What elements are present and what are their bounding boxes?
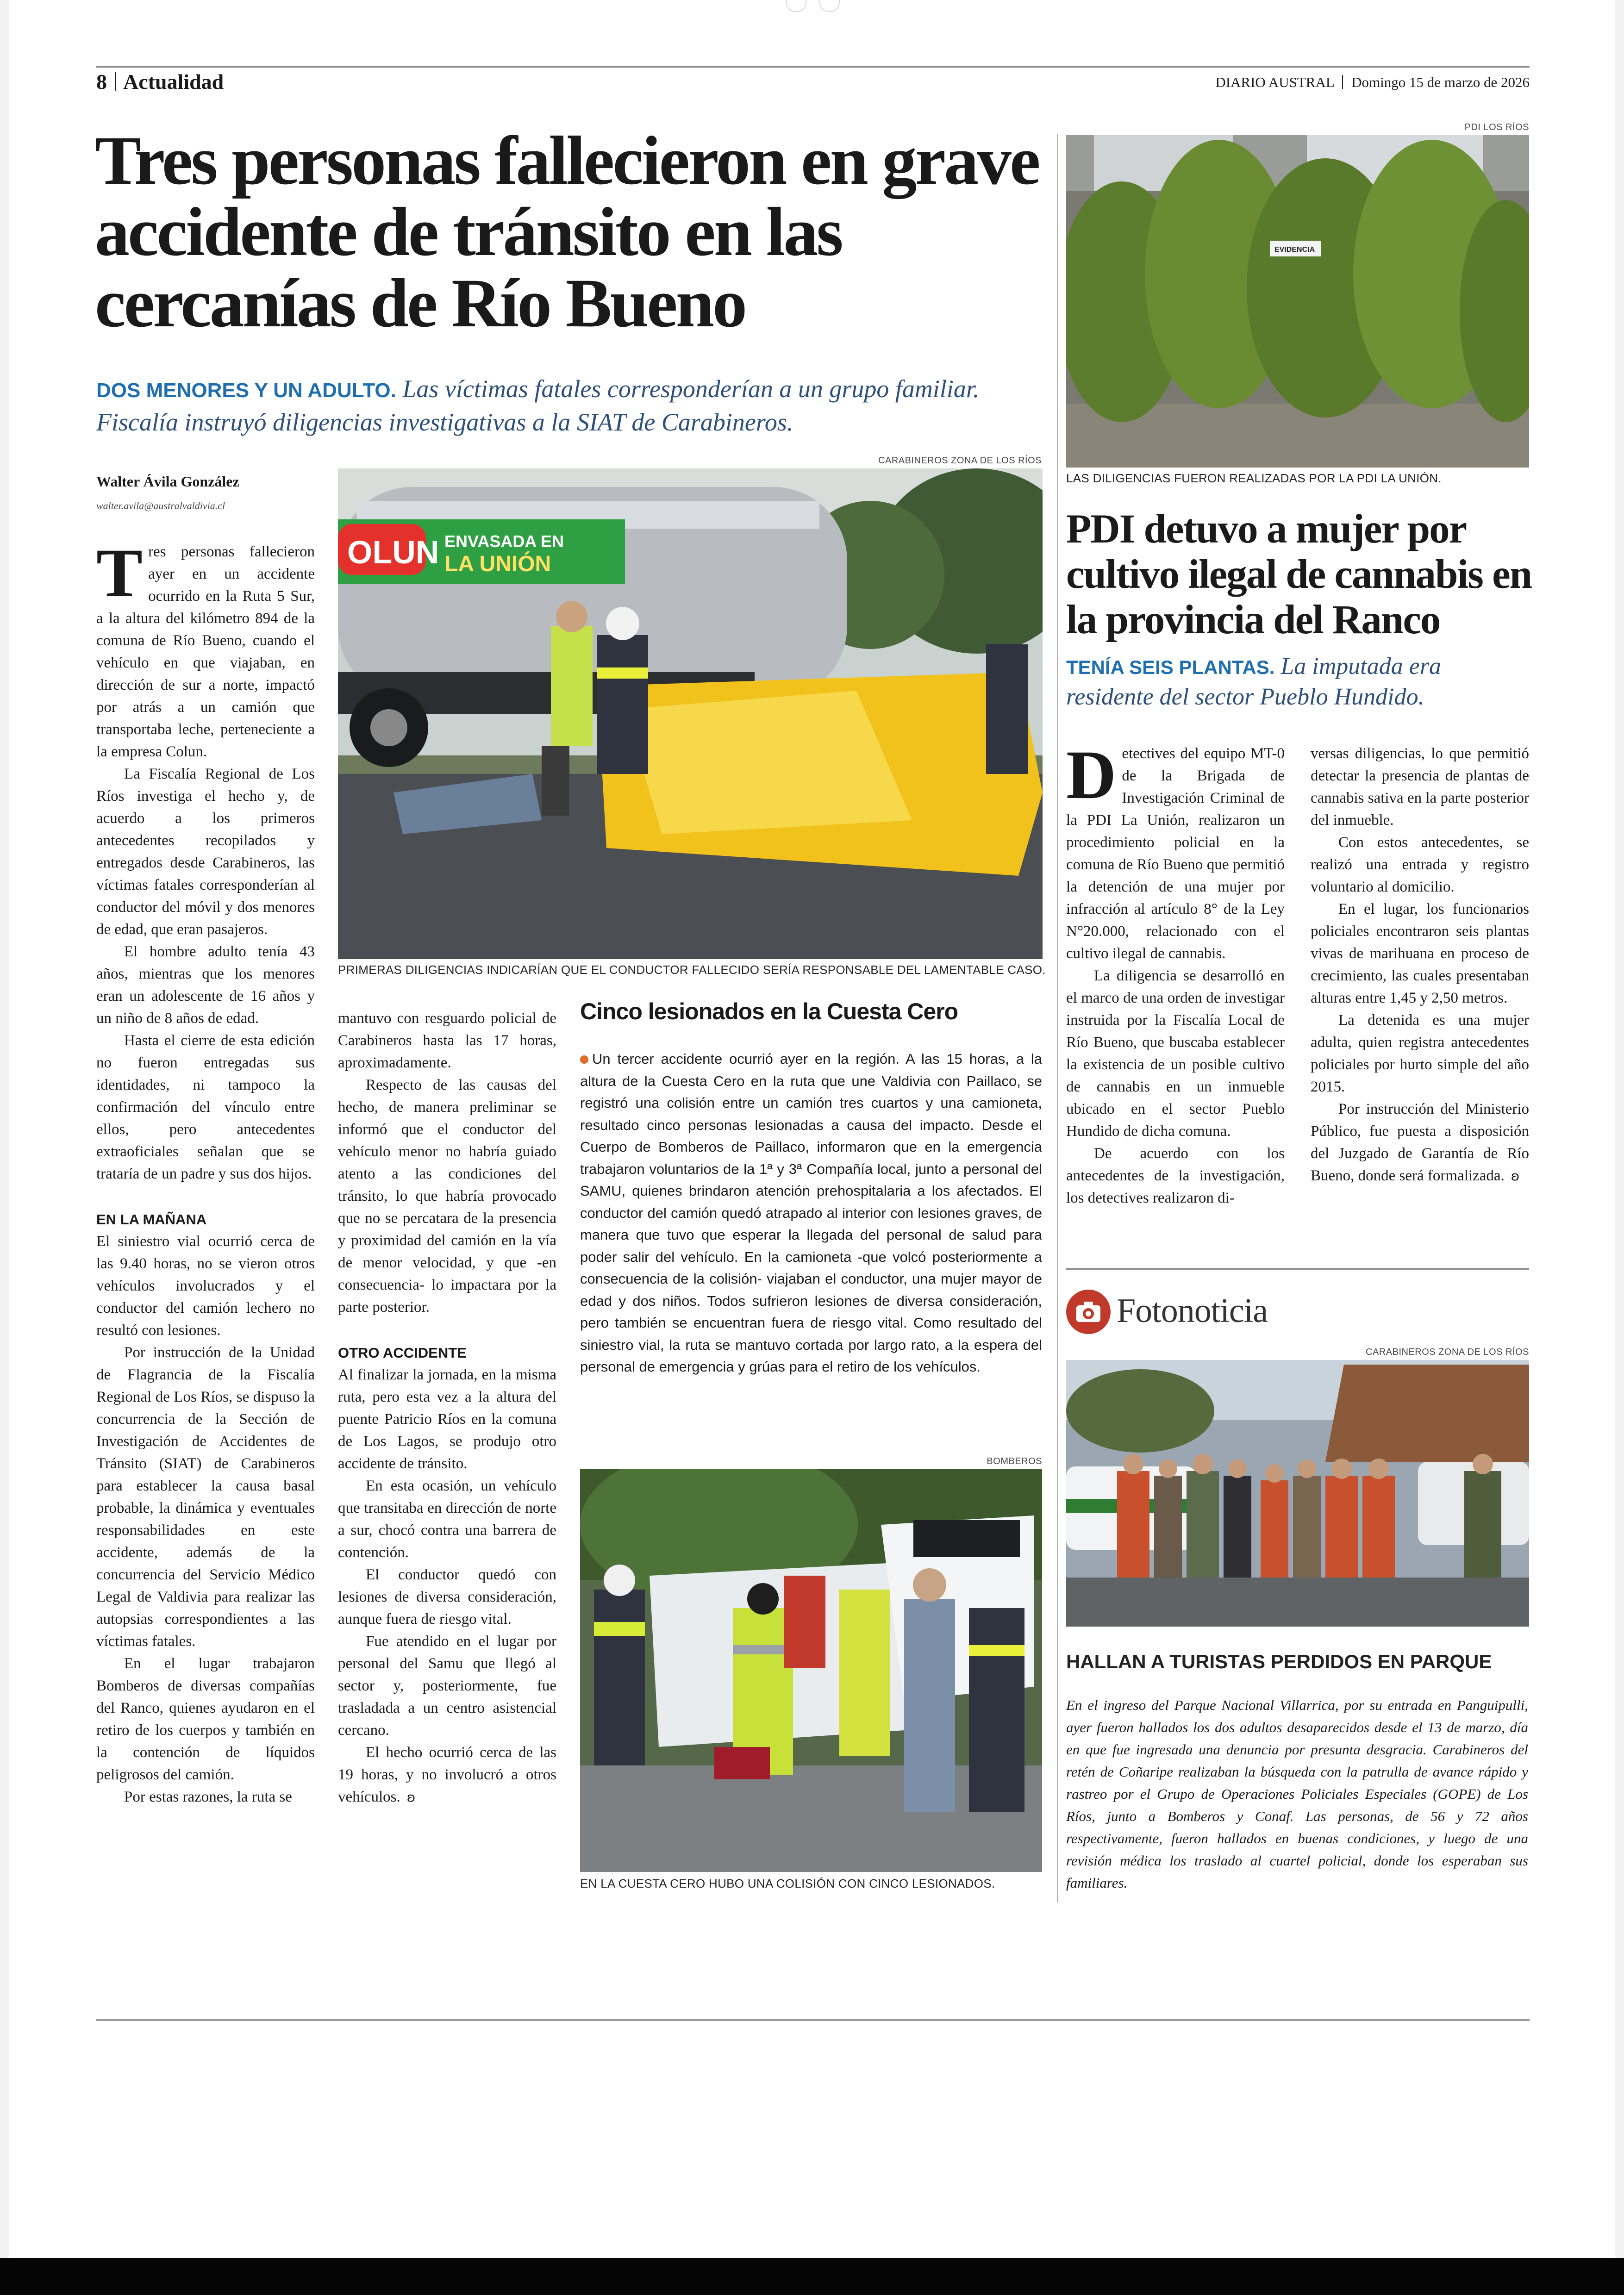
side-photo-caption: EN LA CUESTA CERO HUBO UNA COLISIÓN CON CINCO LESIONADOS. [580,1877,995,1890]
pdi-p8-text: Por instrucción del Ministerio Público, fue puesta a disposición del Juzgado de Garantía de Río Bueno, donde será formalizada. [1311,1101,1529,1184]
pdi-article-p1 [1066,736,1285,965]
main-headline: Tres personas fallecieron en grave accidente de tránsito en las cercanías de Río Bueno [95,122,1039,342]
main-photo-caption: PRIMERAS DILIGENCIAS INDICARÍAN QUE EL CONDUCTOR FALLECIDO SERÍA RESPONSABLE DEL LAMENTABLE CASO. [338,963,1046,977]
pdi-deck-text: La imputada era residente del sector Pueblo Hundido. [1066,653,1442,710]
pdi-article-col1 [1066,736,1285,1209]
truck-brand-text: OLUN [347,534,439,570]
page-header [96,69,1530,97]
fotonoticia-label: Fotonoticia [1117,1292,1268,1330]
main-article-p14: Fue atendido en el lugar por personal del Samu que llegó al sector y, posteriormente, fue trasladada a un centro asistencial cercano. [338,1633,556,1739]
pdi-article-p2: La diligencia se desarrolló en el marco de una orden de investigar instruida por la Fiscalía Local de Río Bueno, que buscaba establecer la existencia de un posible cultivo de cannabis en un inmueble ubicado en el sector Pueblo Hundido de dicha comuna. [1066,967,1285,1140]
header-top-rule [96,66,1530,68]
fotonoticia-top-rule [1066,1268,1529,1270]
main-article-p10: Respecto de las causas del hecho, de manera preliminar se informó que el conductor del vehículo menor no habría guiado atento a las condiciones del tránsito, lo que habría provocado que no se percatara de la presencia y proximidad del camión en la vía de menor velocidad, y que -en consecuencia- lo impactara por la parte posterior. [338,1077,556,1316]
side-photo-cuesta-cero [580,1469,1042,1872]
main-dropcap: T [96,535,143,611]
subhead-en-la-manana: EN LA MAÑANA [96,1211,207,1228]
pdi-photo-plants [1066,135,1529,468]
main-article-p15 [338,1741,556,1809]
author-email[interactable]: walter.avila@australvaldivia.cl [96,500,225,511]
subhead-otro-accidente: OTRO ACCIDENTE [338,1345,467,1361]
truck-sign-line2: LA UNIÓN [444,552,551,576]
fotonoticia-photo [1066,1360,1529,1627]
pdi-dropcap: D [1066,736,1117,813]
main-end-mark: ʚ [406,1790,416,1805]
main-article-p3: El hombre adulto tenía 43 años, mientras que los menores eran un adolescente de 16 años y un niño de 8 años de edad. [96,943,315,1027]
main-deck-text: Las víctimas fatales corresponderían a un grupo familiar. Fiscalía instruyó diligencias investigativas a la SIAT de Carabineros. [96,375,980,436]
main-article-p11: Al finalizar la jornada, en la misma ruta, pero esta vez a la altura del puente Patricio Ríos en la comuna de Los Lagos, se produjo otro accidente de tránsito. [338,1366,556,1472]
pdi-kicker: TENÍA SEIS PLANTAS. [1066,656,1275,678]
section-name: Actualidad [123,70,224,94]
page-number: 8 [96,70,107,94]
camera-icon [1066,1290,1111,1334]
issue-date: Domingo 15 de marzo de 2026 [1351,74,1530,90]
author-name: Walter Ávila González [96,473,239,490]
truck-sign-line1: ENVASADA EN [444,532,564,551]
fotonoticia-photo-credit: CARABINEROS ZONA DE LOS RÍOS [1366,1347,1529,1357]
pdi-article-p7: La detenida es una mujer adulta, quien registra antecedentes policiales por hurto simple del año 2015. [1311,1012,1529,1095]
pdi-article-p6: En el lugar, los funcionarios policiales encontraron seis plantas vivas de marihuana en proceso de crecimiento, las cuales presentaban alturas entre 1,45 y 2,50 metros. [1311,901,1529,1006]
pdi-article-p3: De acuerdo con los antecedentes de la investigación, los detectives realizaron di- [1066,1145,1285,1206]
newspaper-name [1215,74,1530,91]
pdi-article-col2 [1311,742,1529,1187]
main-article-p2: La Fiscalía Regional de Los Ríos investiga el hecho y, de acuerdo a los primeros antecedentes recopilados y entregados desde Carabineros, las víctimas fatales corresponderían al conductor del móvil y dos menores de edad, que eran pasajeros. [96,766,315,938]
pdi-photo-credit: PDI LOS RÍOS [1464,122,1529,132]
side-box-body [580,1048,1042,1378]
pdi-article-p4: versas diligencias, lo que permitió detectar la presencia de plantas de cannabis sativa en la parte posterior del inmueble. [1311,745,1529,829]
newspaper-title: DIARIO AUSTRAL [1215,74,1334,90]
main-article-p5: El siniestro vial ocurrió cerca de las 9.40 horas, no se vieron otros vehículos involucrados y el conductor del camión lechero no resultó con lesiones. [96,1233,315,1339]
page-edge-left [0,0,9,2295]
pdi-article-p8 [1311,1098,1529,1187]
side-box-text: Un tercer accidente ocurrió ayer en la región. A las 15 horas, a la altura de la Cuesta Cero en la ruta que une Valdivia con Paillaco, se registró una colisión entre un camión tres cuartos y una camioneta, resultado cinco personas lesionadas a causa del impacto. Desde el Cuerpo de Bomberos de Paillaco, informaron que en la emergencia trabajaron voluntarios de la 1ª y 3ª Compañía local, junto a personal del SAMU, quienes brindaron atención prehospitalaria a los afectados. El conductor del camión quedó atrapado al interior con lesiones graves, de manera que tuvo que esperar la llegada del personal de salud para poder salir del vehículo. En la camioneta -que volcó posteriormente a consecuencia de la colisión- viajaban el conductor, una mujer mayor de edad y dos niños. Todos sufrieron lesiones de diversa consideración, pero también se encuentran fuera de riesgo vital. Como resultado del siniestro vial, la ruta se mantuvo cortada por largo rato, a la espera del personal de emergencia y grúas para el retiro de los vehículos. [580,1051,1042,1375]
main-photo-credit: CARABINEROS ZONA DE LOS RÍOS [878,455,1042,466]
fotonoticia-text: En el ingreso del Parque Nacional Villarrica, por su entrada en Panguipulli, ayer fueron hallados los dos adultos desaparecidos desde el 13 de marzo, día en que fue ingresada una denuncia por presunta desgracia. Carabineros del retén de Coñaripe realizaban la búsqueda con la patrulla de avance rápido y rastreo por el Grupo de Operaciones Policiales Especiales (GOPE) de Los Ríos, junto a Bomberos y Conaf. Las personas, de 56 y 72 años respectivamente, fueron hallados en buenas condiciones, y luego de una revisión médica los traslado al cuartel policial, donde los esperaban sus familiares. [1066,1697,1528,1891]
date-divider [1342,75,1343,89]
main-article-p8: Por estas razones, la ruta se [124,1789,292,1805]
main-article-col2 [338,1007,556,1809]
pdi-p1-text: etectives del equipo MT-0 de la Brigada de Investigación Criminal de la PDI La Unión, realizaron un procedimiento policial en la comuna de Río Bueno que permitió la detención de una mujer por infracción al artículo 8° de la Ley N°20.000, relacionado con el cultivo ilegal de cannabis. [1066,745,1285,962]
evidence-tag-text: EVIDENCIA [1274,246,1315,254]
pdi-headline: PDI detuvo a mujer por cultivo ilegal de cannabis en la provincia del Ranco [1066,506,1532,642]
pdi-deck [1066,652,1529,712]
main-p15-text: El hecho ocurrió cerca de las 19 horas, y no involucró a otros vehículos. [338,1744,556,1805]
page-nav-dot-left[interactable] [786,0,806,12]
pdi-end-mark: ʚ [1511,1168,1520,1184]
main-article-col1 [96,535,315,1808]
main-article-p7: En el lugar trabajaron Bomberos de diversas compañías del Ranco, quienes ayudaron en el retiro de los cuerpos y también en la contención de líquidos peligrosos del camión. [96,1655,315,1783]
main-article-p12: En esta ocasión, un vehículo que transitaba en dirección de norte a sur, chocó contra una barrera de contención. [338,1478,556,1561]
side-photo-credit: BOMBEROS [987,1456,1042,1466]
page-bottom-rule [96,2019,1530,2021]
main-kicker: DOS MENORES Y UN ADULTO. [96,379,396,402]
main-p1-text: res personas fallecieron ayer en un accidente ocurrido en la Ruta 5 Sur, a la altura del kilómetro 894 de la comuna de Río Bueno, cuando el vehículo en que viajaban, en dirección de sur a norte, impactó por atrás a un camión que transportaba leche, perteneciente a la empresa Colun. [96,543,315,760]
side-box-title: Cinco lesionados en la Cuesta Cero [580,998,958,1024]
main-article-p1 [96,535,315,763]
main-article-p13: El conductor quedó con lesiones de diversa consideración, aunque fuera de riesgo vital. [338,1566,556,1628]
viewer-bottom-bar [0,2258,1624,2295]
fotonoticia-title: HALLAN A TURISTAS PERDIDOS EN PARQUE [1066,1651,1492,1672]
page-nav-dot-right[interactable] [819,0,840,12]
main-article-p4: Hasta el cierre de esta edición no fueron entregadas sus identidades, ni tampoco la confirmación del vínculo entre ellos, pero antecedentes extraoficiales señalan que se trataría de un padre y sus dos hijos. [96,1032,315,1182]
pdi-photo-caption: LAS DILIGENCIAS FUERON REALIZADAS POR LA PDI LA UNIÓN. [1066,471,1442,485]
side-box-bullet [580,1055,588,1064]
pdi-article-p5: Con estos antecedentes, se realizó una entrada y registro voluntario al domicilio. [1311,834,1529,895]
page-edge-right [1615,0,1624,2295]
main-photo-accident [338,468,1043,959]
main-article-p6: Por instrucción de la Unidad de Flagrancia de la Fiscalía Regional de Los Ríos, se dispuso la concurrencia de la Sección de Investigación de Accidentes de Tránsito (SIAT) de Carabineros para establecer la causa basal probable, la dinámica y eventuales responsabilidades en este accidente, además de la concurrencia del Servicio Médico Legal de Valdivia para realizar las autopsias correspondientes a las víctimas fatales. [96,1344,315,1650]
main-deck [96,373,1041,438]
column-separator [1057,134,1058,1902]
header-divider [115,72,116,91]
main-article-p9: mantuvo con resguardo policial de Carabineros hasta las 17 horas, aproximadamente. [338,1010,556,1071]
